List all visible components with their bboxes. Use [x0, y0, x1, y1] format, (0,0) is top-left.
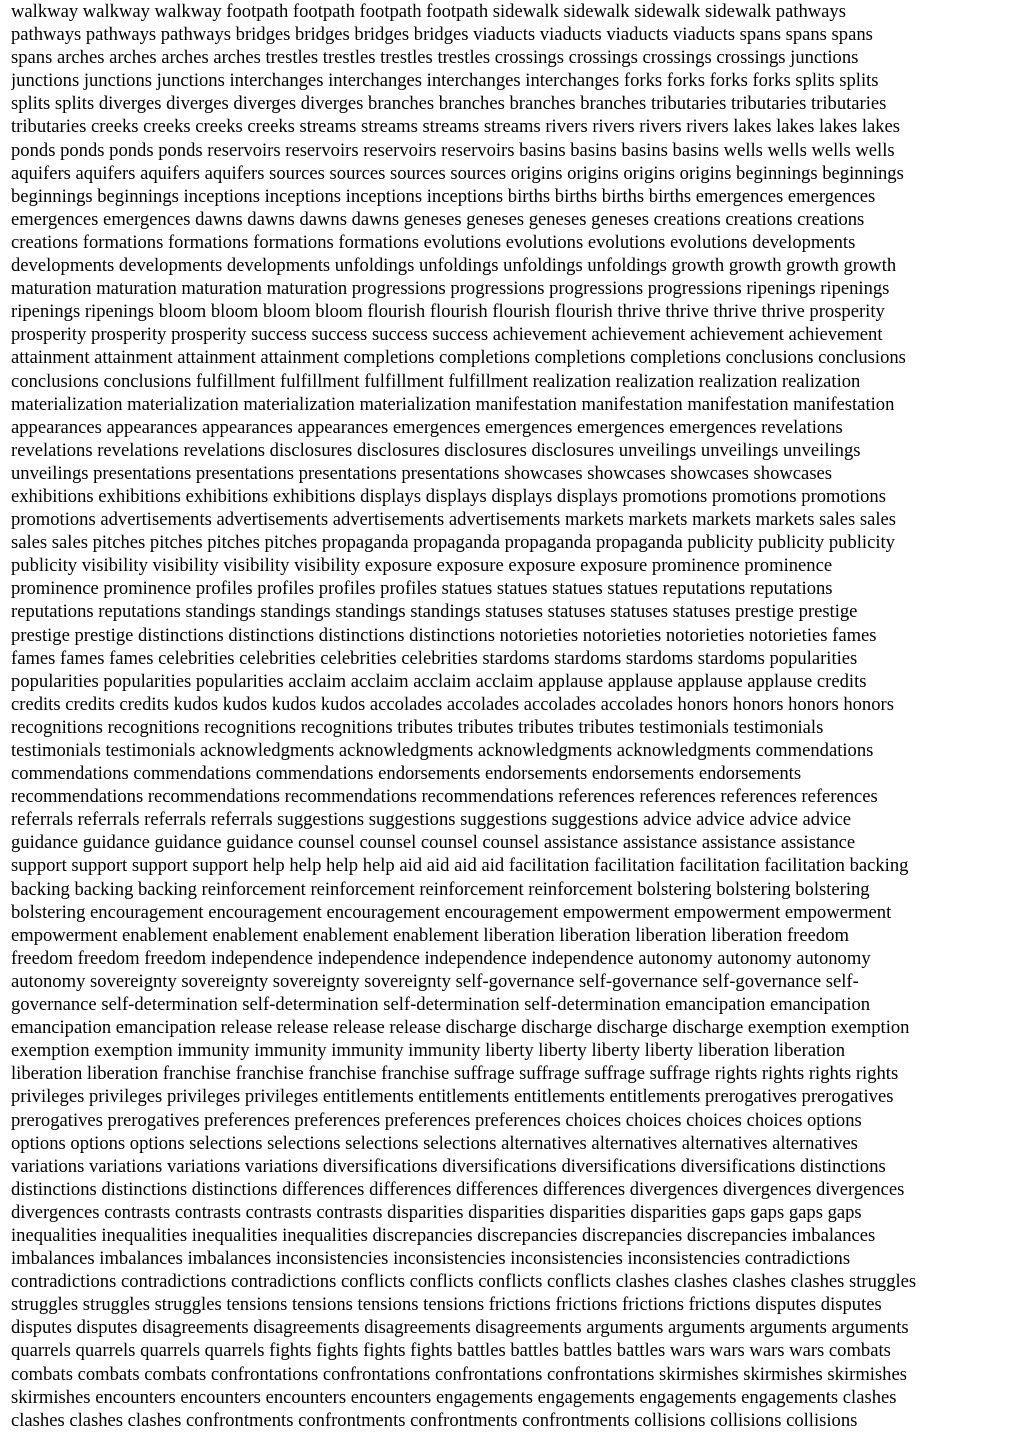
text-line: reputations reputations standings standings standings standings statuses statuses statuses statuses prestige prestige: [11, 601, 858, 623]
text-line: disputes disputes disagreements disagreements disagreements disagreements arguments arguments arguments arguments: [11, 1317, 909, 1339]
text-line: ponds ponds ponds ponds reservoirs reservoirs reservoirs reservoirs basins basins basins basins wells wells wells wells: [11, 139, 895, 161]
text-line: fames fames fames celebrities celebrities celebrities celebrities stardoms stardoms stardoms stardoms popularities: [11, 647, 858, 669]
text-line: pathways pathways pathways bridges bridges bridges bridges viaducts viaducts viaducts viaducts spans spans spans: [11, 24, 873, 46]
text-line: tributaries creeks creeks creeks creeks streams streams streams streams rivers rivers rivers rivers lakes lakes lakes lakes: [11, 116, 901, 138]
text-line: contradictions contradictions contradictions conflicts conflicts conflicts conflicts clashes clashes clashes clashes struggles: [11, 1271, 917, 1293]
text-line: splits splits diverges diverges diverges diverges branches branches branches branches tributaries tributaries tributaries: [11, 93, 887, 115]
text-line: bolstering encouragement encouragement encouragement encouragement empowerment empowerment empowerment: [11, 901, 892, 923]
text-line: exemption exemption immunity immunity immunity immunity liberty liberty liberty liberty liberation liberation: [11, 1040, 846, 1062]
text-line: appearances appearances appearances appearances emergences emergences emergences emergences revelations: [11, 416, 843, 438]
text-line: autonomy sovereignty sovereignty sovereignty sovereignty self-governance self-governance self-governance self-: [11, 970, 859, 992]
text-line: clashes clashes clashes confrontments confrontments confrontments confrontments collisions collisions collisions: [11, 1409, 858, 1431]
text-line: combats combats combats confrontations confrontations confrontations confrontations skirmishes skirmishes skirmishes: [11, 1363, 907, 1385]
text-line: exhibitions exhibitions exhibitions exhibitions displays displays displays displays promotions promotions promotions: [11, 485, 886, 507]
text-line: ripenings ripenings bloom bloom bloom bloom flourish flourish flourish flourish thrive thrive thrive thrive prosperity: [11, 301, 885, 323]
text-line: distinctions distinctions distinctions differences differences differences differences divergences divergences divergences: [11, 1178, 905, 1200]
text-line: liberation liberation franchise franchise franchise franchise suffrage suffrage suffrage suffrage rights rights rights rights: [11, 1063, 899, 1085]
text-line: emergences emergences dawns dawns dawns dawns geneses geneses geneses geneses creations creations creations: [11, 208, 865, 230]
text-line: privileges privileges privileges privileges entitlements entitlements entitlements entitlements prerogatives prerogatives: [11, 1086, 894, 1108]
text-line: spans arches arches arches arches trestles trestles trestles trestles crossings crossings crossings crossings junctions: [11, 47, 859, 69]
text-line: revelations revelations revelations disclosures disclosures disclosures disclosures unveilings unveilings unveilings: [11, 439, 861, 461]
text-line: commendations commendations commendations endorsements endorsements endorsements endorsements: [11, 763, 802, 785]
text-line: prominence prominence profiles profiles profiles profiles statues statues statues statues reputations reputations: [11, 578, 833, 600]
text-line: empowerment enablement enablement enablement enablement liberation liberation liberation liberation freedom: [11, 924, 849, 946]
text-line: beginnings beginnings inceptions inceptions inceptions inceptions births births births births emergences emergences: [11, 185, 876, 207]
text-line: junctions junctions junctions interchanges interchanges interchanges interchanges forks forks forks forks splits splits: [11, 70, 879, 92]
text-line: skirmishes encounters encounters encounters encounters engagements engagements engagements engagements clashes: [11, 1386, 897, 1408]
text-line: maturation maturation maturation maturation progressions progressions progressions progressions ripenings ripenings: [11, 278, 890, 300]
text-line: variations variations variations variations diversifications diversifications diversifications diversifications distinctions: [11, 1155, 886, 1177]
text-line: referrals referrals referrals referrals suggestions suggestions suggestions suggestions advice advice advice advice: [11, 809, 852, 831]
text-line: inequalities inequalities inequalities inequalities discrepancies discrepancies discrepancies discrepancies imbalances: [11, 1224, 876, 1246]
text-line: unveilings presentations presentations presentations presentations showcases showcases showcases showcases: [11, 462, 833, 484]
text-line: materialization materialization materialization materialization manifestation manifestation manifestation manifestation: [11, 393, 895, 415]
text-line: testimonials testimonials acknowledgments acknowledgments acknowledgments acknowledgments commendations: [11, 740, 874, 761]
text-line: credits credits credits kudos kudos kudos kudos accolades accolades accolades accolades honors honors honors honors: [11, 693, 894, 715]
text-line: attainment attainment attainment attainment completions completions completions completions conclusions conclusions: [11, 347, 906, 369]
text-line: recognitions recognitions recognitions recognitions tributes tributes tributes tributes testimonials testimonials: [11, 716, 824, 738]
text-line: creations formations formations formations formations evolutions evolutions evolutions evolutions developments: [11, 231, 856, 253]
text-line: imbalances imbalances imbalances inconsistencies inconsistencies inconsistencies inconsistencies contradictions: [11, 1248, 851, 1270]
text-line: sales sales pitches pitches pitches pitches propaganda propaganda propaganda propaganda publicity publicity publicity: [11, 532, 895, 554]
text-line: governance self-determination self-determination self-determination self-determination emancipation emancipation: [11, 994, 871, 1016]
text-line: guidance guidance guidance guidance counsel counsel counsel counsel assistance assistance assistance assistance: [11, 832, 856, 854]
text-line: conclusions conclusions fulfillment fulfillment fulfillment fulfillment realization realization realization realization: [11, 370, 861, 392]
text-line: struggles struggles struggles tensions tensions tensions tensions frictions frictions frictions frictions disputes disputes: [11, 1294, 882, 1316]
text-line: publicity visibility visibility visibility visibility exposure exposure exposure exposure prominence prominence: [11, 555, 833, 577]
text-line: recommendations recommendations recommendations recommendations references references references references: [11, 786, 878, 808]
text-line: freedom freedom freedom independence independence independence independence autonomy autonomy autonomy: [11, 947, 871, 969]
text-line: popularities popularities popularities acclaim acclaim acclaim acclaim applause applause applause applause credits: [11, 670, 867, 692]
text-line: options options options selections selections selections selections alternatives alternatives alternatives alternatives: [11, 1132, 858, 1154]
text-line: quarrels quarrels quarrels quarrels fights fights fights fights battles battles battles battles wars wars wars wars combats: [11, 1340, 891, 1362]
text-line: emancipation emancipation release release release release discharge discharge discharge discharge exemption exemption: [11, 1017, 910, 1039]
text-line: backing backing backing reinforcement reinforcement reinforcement reinforcement bolstering bolstering bolstering: [11, 878, 870, 900]
text-line: prosperity prosperity prosperity success success success success achievement achievement achievement achievement: [11, 324, 883, 346]
text-line: aquifers aquifers aquifers aquifers sources sources sources sources origins origins origins origins beginnings beginnings: [11, 162, 904, 184]
text-line: prestige prestige distinctions distinctions distinctions distinctions notorieties notorieties notorieties notorieties fames: [11, 624, 877, 646]
text-line: developments developments developments unfoldings unfoldings unfoldings unfoldings growth growth growth growth: [11, 255, 897, 277]
text-line: support support support support help help help help aid aid aid aid facilitation facilitation facilitation facilitation backing: [11, 855, 909, 877]
text-line: prerogatives prerogatives preferences preferences preferences preferences choices choices choices choices options: [11, 1109, 862, 1131]
text-line: divergences contrasts contrasts contrasts contrasts disparities disparities disparities disparities gaps gaps gaps gaps: [11, 1201, 862, 1223]
text-line: promotions advertisements advertisements advertisements advertisements markets markets markets markets sales sales: [11, 509, 897, 531]
text-line: walkway walkway walkway footpath footpath footpath footpath sidewalk sidewalk sidewalk sidewalk pathways: [11, 1, 846, 22]
